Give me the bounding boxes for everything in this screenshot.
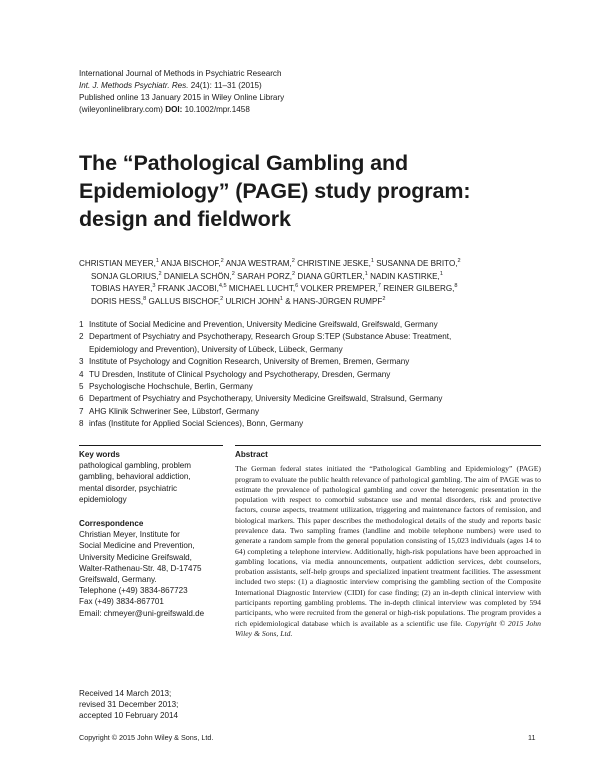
title-line-2: Epidemiology” (PAGE) study program: <box>79 179 471 203</box>
author-affiliation-sup: 8 <box>143 295 147 302</box>
author-name: DIANA GÜRTLER, <box>297 271 365 281</box>
affiliation-number: 8 <box>79 419 84 429</box>
author-name: DORIS HESS, <box>91 296 144 306</box>
affiliation-number: 6 <box>79 394 84 404</box>
published-line: Published online 13 January 2015 in Wiley Online Library <box>79 93 285 102</box>
affiliation-number: 1 <box>79 320 84 329</box>
journal-abbrev: Int. J. Methods Psychiatr. Res. <box>79 81 189 90</box>
affiliation-item <box>79 331 549 343</box>
author-name: SUSANNA DE BRITO, <box>376 259 458 268</box>
author-list <box>79 258 549 308</box>
author-name: REINER GILBERG, <box>383 284 455 293</box>
title-line-1: The “Pathological Gambling and <box>79 151 409 175</box>
author-name: VOLKER PREMPER, <box>300 284 378 293</box>
correspondence-line: Greifswald, Germany. <box>79 575 157 585</box>
affiliation-text: Department of Psychiatry and Psychotherapy, University Medicine Greifswald, Stralsund, Germany <box>89 394 443 404</box>
correspondence-line: Walter-Rathenau-Str. 48, D-17475 <box>79 563 202 573</box>
author-name: SARAH PORZ, <box>237 271 293 281</box>
keyword-line: gambling, behavioral addiction, <box>79 472 191 482</box>
affiliation-item <box>79 418 549 430</box>
affiliation-item <box>79 356 549 368</box>
author-name: & HANS-JÜRGEN RUMPF <box>285 296 383 306</box>
author-line-2 <box>79 271 549 284</box>
article-title <box>79 149 549 233</box>
author-name: TOBIAS HAYER, <box>91 284 153 293</box>
affiliation-text: AHG Klinik Schweriner See, Lübstorf, Germany <box>89 406 260 416</box>
correspondence-heading: Correspondence <box>79 519 144 529</box>
abstract-heading: Abstract <box>235 450 268 459</box>
author-name: DANIELA SCHÖN, <box>163 271 232 281</box>
site: (wileyonlinelibrary.com) <box>79 105 163 114</box>
affiliation-list <box>79 319 549 431</box>
accepted-date: accepted 10 February 2014 <box>79 711 178 721</box>
sidebar-column <box>79 449 229 721</box>
affiliation-text: Institute of Social Medicine and Prevention, University Medicine Greifswald, Greifswald, Germany <box>89 320 438 329</box>
doi-line <box>79 104 519 116</box>
affiliation-text: Psychologische Hochschule, Berlin, Germany <box>89 382 253 392</box>
author-affiliation-sup: 2 <box>231 270 235 277</box>
doi-label: DOI: <box>165 105 183 114</box>
affiliation-number: 5 <box>79 382 84 392</box>
author-name: MICHAEL LUCHT, <box>228 284 296 293</box>
page-number: 11 <box>528 733 536 742</box>
keywords-block <box>79 449 229 505</box>
footer-copyright: Copyright © 2015 John Wiley & Sons, Ltd. <box>79 733 214 742</box>
author-name: GALLUS BISCHOF, <box>148 296 221 306</box>
affiliation-text: Institute of Psychology and Cognition Research, University of Bremen, Bremen, Germany <box>89 357 410 367</box>
correspondence-line: Christian Meyer, Institute for <box>79 530 180 540</box>
author-affiliation-sup: 2 <box>220 295 224 302</box>
affiliation-text: Department of Psychiatry and Psychotherapy, Research Group S:TEP (Substance Abuse: Treatment, <box>89 332 452 342</box>
abstract-body: The German federal states initiated the “Pathological Gambling and Epidemiology” (PAGE) program to evaluate the public health relevance of pathological gambling. The aim of PAGE was to estimate the prevalence of pathological gambling and cover the heterogenic presentation in the population with respect to comorbid substance use and mental disorders, risk and protective factors, course aspects, treatment utilization, triggering and maintenance factors of remission, and biological markers. This paper describes the methodological details of the study and reports basic prevalence data. Two sampling frames (landline and mobile telephone numbers) were used to generate a random sample from the general population consisting of 15,023 individuals (ages 14 to 64) completing a telephone interview. Additionally, high-risk populations have been approached in gambling locations, via media announcements, outpatient addiction services, debt counselors, probation assistants, self-help groups and specialized inpatient treatment facilities. The assessment included two steps: (1) a diagnostic interview comprising the gambling section of the Composite International Diagnostic Interview (CIDI) for case finding; (2) an in-depth clinical interview with participants reporting gambling problems. The in-depth clinical interview was completed by 594 participants, who were recruited from the general or high-risk populations. The program provides a rich epidemiological database which is available as a scientific use file. <box>235 464 541 628</box>
email-link[interactable]: Email: chmeyer@uni-greifswald.de <box>79 608 205 618</box>
received-date: Received 14 March 2013; <box>79 689 172 698</box>
affiliation-item <box>79 393 549 405</box>
abstract-text <box>235 464 541 639</box>
affiliation-number: 2 <box>79 332 84 342</box>
author-affiliation-sup: 7 <box>377 283 382 289</box>
affiliation-text-continued: Epidemiology and Prevention), University of Lübeck, Lübeck, Germany <box>89 344 343 354</box>
journal-name: International Journal of Methods in Psychiatric Research <box>79 69 282 78</box>
author-affiliation-sup: 4,5 <box>218 283 227 289</box>
correspondence-line: University Medicine Greifswald, <box>79 552 192 562</box>
author-affiliation-sup: 1 <box>439 270 443 277</box>
affiliation-item <box>79 319 549 331</box>
author-name: CHRISTIAN MEYER, <box>79 259 156 268</box>
author-affiliation-sup: 2 <box>158 270 162 277</box>
author-name: ULRICH JOHN <box>225 296 280 306</box>
citation-line <box>79 80 519 92</box>
affiliation-item <box>79 369 549 381</box>
author-line-4 <box>79 296 549 309</box>
title-line-3: design and fieldwork <box>79 207 291 231</box>
volume: 24(1): 11–31 (2015) <box>190 81 262 90</box>
author-affiliation-sup: 1 <box>364 270 368 277</box>
telephone: Telephone (+49) 3834-867723 <box>79 586 188 596</box>
affiliation-number: 7 <box>79 406 84 416</box>
author-affiliation-sup: 1 <box>370 258 374 264</box>
affiliation-text: TU Dresden, Institute of Clinical Psychology and Psychotherapy, Dresden, Germany <box>89 369 391 379</box>
received-dates <box>79 688 178 722</box>
affiliation-text: infas (Institute for Applied Social Sciences), Bonn, Germany <box>89 419 304 429</box>
author-line-3 <box>79 283 549 296</box>
author-affiliation-sup: 2 <box>220 258 224 264</box>
keyword-line: mental disorder, psychiatric <box>79 483 178 493</box>
author-affiliation-sup: 6 <box>295 283 299 289</box>
author-affiliation-sup: 2 <box>457 258 461 264</box>
author-affiliation-sup: 1 <box>155 258 160 264</box>
doi-link[interactable]: 10.1002/mpr.1458 <box>184 105 250 114</box>
affiliation-item <box>79 381 549 393</box>
author-affiliation-sup: 3 <box>152 283 156 289</box>
keyword-line: pathological gambling, problem <box>79 461 192 471</box>
author-affiliation-sup: 1 <box>279 295 283 302</box>
keyword-line: epidemiology <box>79 494 127 504</box>
revised-date: revised 31 December 2013; <box>79 700 179 710</box>
keywords-heading: Key words <box>79 450 120 459</box>
author-name: CHRISTINE JESKE, <box>297 259 371 268</box>
journal-header <box>79 68 519 116</box>
author-name: ANJA WESTRAM, <box>225 259 292 268</box>
author-name: NADIN KASTIRKE, <box>370 271 440 281</box>
author-affiliation-sup: 2 <box>292 270 296 277</box>
abstract-copyright: Copyright © 2015 John Wiley & Sons, Ltd. <box>235 618 541 638</box>
correspondence-line: Social Medicine and Prevention, <box>79 541 195 551</box>
fax: Fax (+49) 3834-867701 <box>79 597 164 607</box>
author-affiliation-sup: 2 <box>382 295 386 302</box>
author-affiliation-sup: 8 <box>454 283 458 289</box>
affiliation-number: 3 <box>79 357 84 367</box>
abstract-rule <box>235 445 541 446</box>
author-name: SONJA GLORIUS, <box>91 271 159 281</box>
left-column-rule <box>79 445 223 446</box>
author-affiliation-sup: 2 <box>291 258 295 264</box>
author-name: FRANK JACOBI, <box>157 284 219 293</box>
author-name: ANJA BISCHOF, <box>160 259 221 268</box>
affiliation-number: 4 <box>79 369 84 379</box>
author-line-1 <box>79 258 549 271</box>
correspondence-block <box>79 518 229 619</box>
affiliation-item <box>79 406 549 418</box>
abstract-section <box>235 449 541 639</box>
